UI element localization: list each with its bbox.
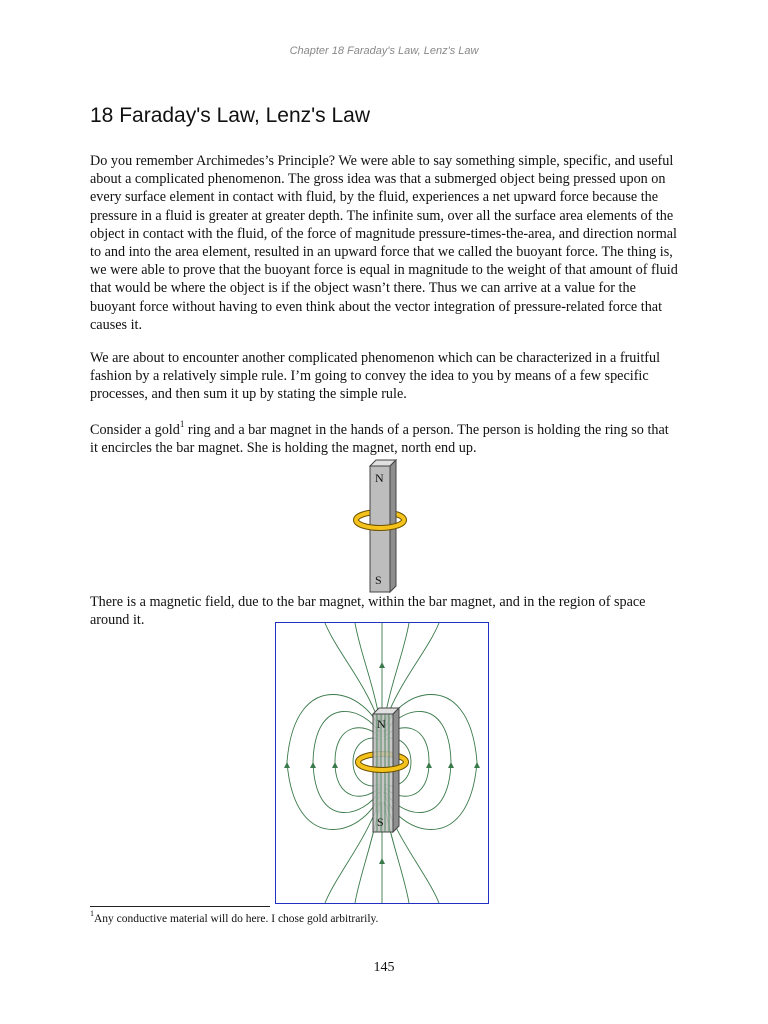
south-pole-label: S [375, 573, 382, 587]
footnote-text: Any conductive material will do here. I chose gold arbitrarily. [94, 913, 379, 925]
footnote-separator [90, 906, 270, 907]
page-number: 145 [373, 960, 395, 975]
figure-magnetic-field-lines [275, 622, 489, 904]
paragraph-text: ring and a bar magnet in the hands of a person. The person is holding the ring so that it encircles the bar magnet. She is holding the magnet, north end up. [90, 422, 669, 457]
running-header: Chapter 18 Faraday's Law, Lenz's Law [289, 45, 479, 57]
north-pole-label: N [377, 717, 386, 731]
paragraph-text: Consider a gold [90, 422, 180, 438]
footnote [90, 909, 379, 925]
figure-ring-around-magnet [340, 458, 420, 594]
chapter-title: 18 Faraday's Law, Lenz's Law [90, 104, 371, 127]
paragraph-ring-and-magnet [90, 421, 680, 457]
paragraph-simple-rule: We are about to encounter another complicated phenomenon which can be characterized in a fruitful fashion by a relatively simple rule. I’m going to convey the idea to you by means of a few specific processes, and then sum it up by stating the simple rule. [90, 350, 661, 403]
north-pole-label: N [375, 471, 384, 485]
footnote-marker: 1 [90, 909, 94, 919]
south-pole-label: S [377, 815, 384, 829]
paragraph-magnetic-field: There is a magnetic field, due to the bar magnet, within the bar magnet, and in the region of space around it. [90, 594, 646, 629]
footnote-reference: 1 [179, 419, 185, 430]
paragraph-archimedes: Do you remember Archimedes’s Principle? We were able to say something simple, specific, and useful about a complicated phenomenon. The gross idea was that a submerged object being pressed upon on every surface element in contact with fluid, by the fluid, experiences a net upward force because the pressure in a fluid is greater at greater depth. The infinite sum, over all the surface area elements of the object in contact with the fluid, of the force of magnitude pressure-times-the-area, and direction normal to and into the area element, resulted in an upward force that we called the buoyant force. The thing is, we were able to prove that the buoyant force is equal in magnitude to the weight of that amount of fluid that would be where the object is if the object wasn’t there. Thus we can arrive at a value for the buoyant force without having to even think about the vector integration of pressure-related force that causes it. [90, 153, 678, 333]
